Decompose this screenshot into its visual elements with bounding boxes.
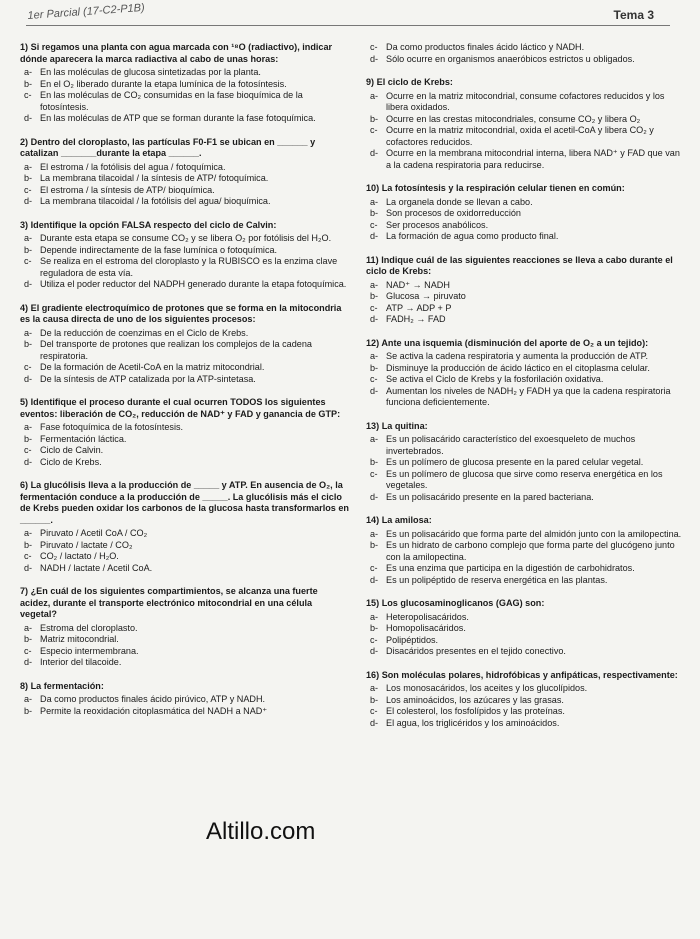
- answer-option: [366, 563, 684, 575]
- answer-option: [20, 185, 350, 197]
- answer-option: [366, 208, 684, 220]
- answer-option: [366, 718, 684, 730]
- question-text: El gradiente electroquímico de protones que se forma en la mitocondria es la causa directa de uno de los siguientes procesos:: [20, 302, 342, 324]
- question-text: La glucólisis lleva a la producción de _____ y ATP. En ausencia de O₂, la fermentación conduce a la producción de _____. La glucólisis más el ciclo de Krebs pueden oxidar los carbonos de la glucosa hasta transformarlos en ______.: [20, 480, 349, 525]
- question-text: Si regamos una planta con agua marcada con ¹⁸O (radiactivo), indicar dónde aparecera la marca radiactiva al cabo de unas horas:: [20, 42, 333, 64]
- option-letter: b-: [370, 113, 379, 124]
- option-text: La membrana tilacoidal / la síntesis de ATP/ fotoquímica.: [40, 173, 269, 183]
- option-text: Se activa la cadena respiratoria y aumenta la producción de ATP.: [386, 351, 649, 361]
- option-letter: c-: [24, 551, 32, 561]
- option-letter: a-: [24, 528, 33, 538]
- answer-option: [20, 434, 350, 446]
- option-letter: b-: [370, 362, 379, 373]
- exam-version: Tema 3: [613, 8, 654, 22]
- option-text: Fase fotoquímica de la fotosíntesis.: [40, 422, 184, 432]
- question-number: 11): [366, 254, 379, 265]
- option-letter: b-: [24, 539, 33, 550]
- option-text: Es un hidrato de carbono complejo que forma parte del glucógeno junto con la amilopectina.: [386, 540, 675, 562]
- question-text: Dentro del cloroplasto, las partículas F0-F1 se ubican en ______ y catalizan _______durante la etapa ______.: [20, 136, 316, 158]
- question-block: [20, 220, 350, 291]
- option-text: En las moléculas de CO₂ consumidas en la fase bioquímica de la fotosíntesis.: [40, 90, 303, 112]
- answer-option: [20, 245, 350, 257]
- option-text: Ocurre en las crestas mitocondriales, consume CO₂ y libera O₂: [386, 113, 641, 124]
- answer-option: [366, 469, 684, 492]
- question-block: [366, 421, 684, 504]
- answer-option: [20, 445, 350, 457]
- answer-option: [20, 162, 350, 174]
- option-text: Es un polisacárido característico del exoesqueleto de muchos invertebrados.: [386, 434, 636, 456]
- question-block: [20, 681, 350, 718]
- answer-option: [366, 220, 684, 232]
- option-letter: c-: [370, 563, 378, 573]
- option-text: Depende indirectamente de la fase lumínica o fotoquímica.: [40, 244, 278, 255]
- question-text: La quitina:: [381, 420, 428, 431]
- option-text: Ser procesos anabólicos.: [386, 219, 489, 230]
- option-text: De la reducción de coenzimas en el Ciclo de Krebs.: [40, 327, 249, 338]
- option-text: La membrana tilacoidal / la fotólisis del agua/ bioquímica.: [40, 196, 271, 206]
- answer-option: [20, 339, 350, 362]
- option-letter: d-: [370, 646, 379, 656]
- question-text: Indique cuál de las siguientes reacciones se lleva a cabo durante el ciclo de Krebs:: [366, 254, 673, 276]
- question-number: 14): [366, 515, 380, 525]
- option-letter: d-: [24, 373, 33, 384]
- option-letter: c-: [24, 90, 32, 100]
- option-text: Es un polímero de glucosa presente en la pared celular vegetal.: [386, 457, 644, 467]
- watermark: Altillo.com: [206, 818, 316, 845]
- option-text: Aumentan los niveles de NADH₂ y FADH ya que la cadena respiratoria funciona deficientemente.: [386, 385, 671, 407]
- option-text: La formación de agua como producto final.: [386, 231, 559, 241]
- question-text: Son moléculas polares, hidrofóbicas y anfipáticas, respectivamente:: [381, 669, 678, 680]
- option-letter: c-: [24, 184, 32, 195]
- answer-option: [20, 563, 350, 575]
- option-letter: b-: [370, 291, 379, 301]
- question-text: Ante una isquemia (disminución del aporte de O₂ a un tejido):: [381, 337, 649, 348]
- left-column: [20, 42, 350, 729]
- option-letter: b-: [370, 540, 379, 550]
- option-text: Es un polímero de glucosa que sirve como reserva energética en los vegetales.: [386, 468, 663, 490]
- question-stem: [366, 255, 684, 278]
- answer-option: [20, 634, 350, 646]
- option-letter: b-: [24, 78, 33, 89]
- option-text: FADH₂ → FAD: [386, 314, 446, 324]
- answer-option: [366, 314, 684, 326]
- option-text: Los monosacáridos, los aceites y los glucolípidos.: [386, 683, 588, 693]
- question-stem: [20, 681, 350, 693]
- question-number: 8): [20, 680, 29, 691]
- option-letter: a-: [370, 528, 379, 539]
- answer-option: [366, 683, 684, 695]
- option-letter: a-: [24, 161, 33, 172]
- option-letter: d-: [24, 196, 33, 206]
- answer-option: [20, 657, 350, 669]
- option-letter: a-: [24, 67, 33, 77]
- option-text: En el O₂ liberado durante la etapa lumínica de la fotosíntesis.: [40, 78, 287, 89]
- answer-option: [366, 695, 684, 707]
- option-text: Ocurre en la matriz mitocondrial, oxida el acetil-CoA y libera CO₂ y cofactores reducidos.: [386, 125, 654, 147]
- option-letter: a-: [24, 422, 33, 432]
- answer-option: [20, 551, 350, 563]
- answer-option: [366, 374, 684, 386]
- option-letter: b-: [24, 244, 33, 255]
- option-letter: b-: [24, 173, 33, 183]
- answer-option: [20, 279, 350, 291]
- answer-option: [366, 148, 684, 171]
- question-stem: [20, 397, 350, 420]
- option-text: Da como productos finales ácido láctico y NADH.: [386, 42, 585, 52]
- answer-option: [20, 113, 350, 125]
- option-text: Sólo ocurre en organismos anaeróbicos estrictos u obligados.: [386, 53, 635, 64]
- question-number: 13): [366, 420, 380, 431]
- answer-option: [20, 256, 350, 279]
- option-letter: d-: [370, 491, 379, 502]
- question-block: [366, 598, 684, 658]
- option-text: Utiliza el poder reductor del NADPH generado durante la etapa fotoquímica.: [40, 279, 347, 289]
- option-text: Polipéptidos.: [386, 634, 439, 645]
- answer-option: [366, 351, 684, 363]
- answer-option: [20, 233, 350, 245]
- option-text: El estroma / la síntesis de ATP/ bioquímica.: [40, 184, 215, 195]
- answer-option: [366, 280, 684, 292]
- answer-option: [366, 363, 684, 375]
- option-text: Es una enzima que participa en la digestión de carbohidratos.: [386, 563, 635, 573]
- answer-option: [20, 706, 350, 718]
- question-stem: [366, 183, 684, 195]
- option-letter: b-: [370, 694, 379, 705]
- option-text: Fermentación láctica.: [40, 433, 127, 444]
- option-letter: d-: [24, 562, 33, 573]
- option-letter: c-: [24, 645, 32, 656]
- right-column: [366, 42, 684, 741]
- answer-option: [366, 42, 684, 54]
- question-text: ¿En cuál de los siguientes compartimientos, se alcanza una fuerte acidez, durante el transporte electrónico mitocondrial en una célula vegetal?: [20, 586, 318, 619]
- option-text: De la formación de Acetil-CoA en la matriz mitocondrial.: [40, 362, 265, 372]
- exam-title: 1er Parcial (17-C2-P1B): [27, 1, 146, 22]
- question-block: [366, 515, 684, 586]
- question-stem: [366, 338, 684, 350]
- option-text: Glucosa → piruvato: [386, 291, 466, 301]
- option-letter: d-: [24, 279, 33, 289]
- option-text: Ciclo de Krebs.: [40, 456, 102, 467]
- option-text: Son procesos de oxidorreducción: [386, 208, 521, 218]
- option-text: Estroma del cloroplasto.: [40, 622, 138, 633]
- option-text: Ciclo de Calvin.: [40, 445, 104, 455]
- question-number: 1): [20, 42, 29, 52]
- question-number: 16): [366, 669, 380, 680]
- question-number: 6): [20, 480, 29, 490]
- page-header: [0, 0, 700, 30]
- option-letter: c-: [24, 256, 32, 266]
- answer-option: [20, 67, 350, 79]
- question-number: 3): [20, 219, 29, 230]
- question-text: La amilosa:: [381, 515, 432, 525]
- option-letter: d-: [24, 456, 33, 467]
- option-letter: d-: [370, 148, 379, 158]
- option-letter: b-: [370, 457, 379, 467]
- option-letter: d-: [370, 314, 379, 324]
- option-letter: a-: [370, 279, 379, 290]
- answer-option: [20, 362, 350, 374]
- answer-option: [20, 173, 350, 185]
- answer-option: [20, 528, 350, 540]
- option-text: NADH / lactate / Acetil CoA.: [40, 562, 153, 573]
- answer-option: [20, 90, 350, 113]
- option-letter: a-: [24, 233, 33, 243]
- option-text: La organela donde se llevan a cabo.: [386, 196, 533, 207]
- question-block: [366, 255, 684, 326]
- option-text: En las moléculas de glucosa sintetizadas por la planta.: [40, 67, 261, 77]
- question-number: 15): [366, 598, 380, 608]
- option-text: NAD⁺ → NADH: [386, 279, 450, 290]
- question-stem: [20, 137, 350, 160]
- answer-option: [20, 374, 350, 386]
- answer-option: [20, 422, 350, 434]
- answer-option: [366, 529, 684, 541]
- option-text: Disminuye la producción de ácido láctico en el citoplasma celular.: [386, 362, 650, 373]
- option-letter: a-: [370, 351, 379, 361]
- option-letter: b-: [370, 623, 379, 633]
- question-text: Identifique la opción FALSA respecto del ciclo de Calvin:: [30, 219, 277, 230]
- option-letter: b-: [370, 208, 379, 218]
- option-letter: b-: [24, 433, 33, 444]
- option-letter: a-: [370, 90, 379, 101]
- question-text: La fermentación:: [30, 680, 104, 691]
- option-text: En las moléculas de ATP que se forman durante la fase fotoquímica.: [40, 113, 316, 123]
- option-letter: d-: [370, 574, 379, 585]
- answer-option: [366, 635, 684, 647]
- question-block: [366, 338, 684, 409]
- option-text: Los aminoácidos, los azúcares y las grasas.: [386, 694, 564, 705]
- question-block: [20, 397, 350, 468]
- question-stem: [366, 670, 684, 682]
- option-letter: a-: [24, 327, 33, 338]
- option-letter: c-: [24, 362, 32, 372]
- option-letter: a-: [370, 434, 379, 444]
- option-letter: a-: [370, 683, 379, 693]
- question-stem: [20, 42, 350, 65]
- question-stem: [20, 220, 350, 232]
- question-block: [20, 303, 350, 386]
- question-number: 9): [366, 77, 375, 87]
- question-stem: [20, 586, 350, 621]
- question-stem: [20, 303, 350, 326]
- option-letter: d-: [24, 657, 33, 667]
- option-text: ATP → ADP + P: [386, 302, 452, 313]
- answer-option: [366, 540, 684, 563]
- option-text: Es un polisacárido presente en la pared bacteriana.: [386, 491, 594, 502]
- answer-option: [366, 575, 684, 587]
- question-number: 12): [366, 337, 380, 348]
- option-text: Heteropolisacáridos.: [386, 611, 469, 622]
- option-text: De la síntesis de ATP catalizada por la ATP-sintetasa.: [40, 373, 256, 384]
- question-stem: [20, 480, 350, 526]
- answer-option: [366, 706, 684, 718]
- question-block: [366, 183, 684, 243]
- option-letter: d-: [370, 385, 379, 396]
- question-number: 7): [20, 586, 29, 596]
- option-letter: a-: [370, 611, 379, 622]
- option-text: El colesterol, los fosfolípidos y las proteínas.: [386, 706, 565, 716]
- answer-option: [20, 694, 350, 706]
- option-letter: a-: [24, 694, 33, 704]
- question-block: [366, 670, 684, 730]
- answer-option: [20, 623, 350, 635]
- option-letter: a-: [24, 622, 33, 633]
- option-text: Matriz mitocondrial.: [40, 634, 119, 644]
- option-text: Del transporte de protones que realizan los complejos de la cadena respiratoria.: [40, 339, 312, 361]
- answer-option: [366, 125, 684, 148]
- option-letter: c-: [370, 706, 378, 716]
- option-letter: a-: [370, 196, 379, 207]
- option-letter: c-: [370, 302, 378, 313]
- option-text: Da como productos finales ácido pirúvico, ATP y NADH.: [40, 694, 266, 704]
- option-letter: b-: [24, 634, 33, 644]
- option-text: El estroma / la fotólisis del agua / fotoquímica.: [40, 161, 226, 172]
- question-number: 5): [20, 397, 29, 407]
- answer-option: [20, 328, 350, 340]
- option-letter: d-: [24, 113, 33, 123]
- answer-option: [366, 231, 684, 243]
- option-text: Durante esta etapa se consume CO₂ y se libera O₂ por fotólisis del H₂O.: [40, 233, 332, 243]
- option-letter: d-: [370, 717, 379, 728]
- answer-option: [20, 540, 350, 552]
- question-block: [20, 137, 350, 208]
- answer-option: [366, 291, 684, 303]
- answer-option: [366, 623, 684, 635]
- answer-option: [366, 91, 684, 114]
- answer-option: [366, 303, 684, 315]
- answer-option: [366, 457, 684, 469]
- answer-option: [366, 386, 684, 409]
- question-stem: [366, 515, 684, 527]
- question-text: El ciclo de Krebs:: [376, 77, 453, 87]
- option-text: Piruvato / Acetil CoA / CO₂: [40, 528, 148, 538]
- answer-option: [366, 612, 684, 624]
- answer-option: [20, 646, 350, 658]
- option-letter: c-: [24, 445, 32, 455]
- answer-option: [366, 114, 684, 126]
- option-text: CO₂ / lactato / H₂O.: [40, 551, 119, 561]
- question-block: [20, 480, 350, 574]
- option-text: El agua, los triglicéridos y los aminoácidos.: [386, 717, 560, 728]
- question-number: 10): [366, 183, 380, 193]
- question-stem: [366, 598, 684, 610]
- option-letter: b-: [24, 705, 33, 716]
- option-letter: c-: [370, 468, 378, 479]
- answer-option: [20, 196, 350, 208]
- question-text: La fotosíntesis y la respiración celular tienen en común:: [381, 183, 625, 193]
- answer-option: [366, 492, 684, 504]
- answer-option: [366, 197, 684, 209]
- header-divider: [26, 25, 670, 26]
- option-letter: c-: [370, 219, 378, 230]
- question-block: [20, 586, 350, 669]
- answer-option: [20, 79, 350, 91]
- option-text: Es un polipéptido de reserva energética en las plantas.: [386, 574, 608, 585]
- answer-option: [20, 457, 350, 469]
- option-letter: c-: [370, 42, 378, 52]
- answer-option: [366, 646, 684, 658]
- option-text: Es un polisacárido que forma parte del almidón junto con la amilopectina.: [386, 528, 682, 539]
- option-letter: c-: [370, 374, 378, 384]
- option-text: Ocurre en la membrana mitocondrial interna, libera NAD⁺ y FAD que van a la cadena respiratoria para reducirse.: [386, 148, 680, 170]
- option-text: Se realiza en el estroma del cloroplasto y la RUBISCO es la enzima clave reguladora de esta vía.: [40, 256, 338, 278]
- option-text: Homopolisacáridos.: [386, 623, 466, 633]
- question-text: Los glucosaminoglicanos (GAG) son:: [381, 598, 545, 608]
- option-text: Interior del tilacoide.: [40, 657, 122, 667]
- option-text: Disacáridos presentes en el tejido conectivo.: [386, 646, 566, 656]
- question-number: 2): [20, 136, 29, 147]
- question-stem: [366, 421, 684, 433]
- question-text: Identifique el proceso durante el cual ocurren TODOS los siguientes eventos: liberación de CO₂, reducción de NAD⁺ y FAD y ganancia de GTP:: [20, 397, 341, 419]
- option-letter: c-: [370, 125, 378, 135]
- answer-option: [366, 54, 684, 66]
- option-letter: d-: [370, 231, 379, 241]
- question-block: [366, 77, 684, 171]
- question-continuation: [366, 42, 684, 65]
- question-block: [20, 42, 350, 125]
- option-text: Piruvato / lactate / CO₂: [40, 539, 133, 550]
- question-number: 4): [20, 302, 29, 313]
- option-text: Especio intermembrana.: [40, 645, 139, 656]
- option-text: Ocurre en la matriz mitocondrial, consume cofactores reducidos y los libera oxidados.: [386, 90, 665, 112]
- answer-option: [366, 434, 684, 457]
- option-letter: b-: [24, 339, 33, 349]
- option-text: Permite la reoxidación citoplasmática del NADH a NAD⁺: [40, 705, 268, 716]
- option-letter: d-: [370, 53, 379, 64]
- option-text: Se activa el Ciclo de Krebs y la fosforilación oxidativa.: [386, 374, 604, 384]
- option-letter: c-: [370, 634, 378, 645]
- question-stem: [366, 77, 684, 89]
